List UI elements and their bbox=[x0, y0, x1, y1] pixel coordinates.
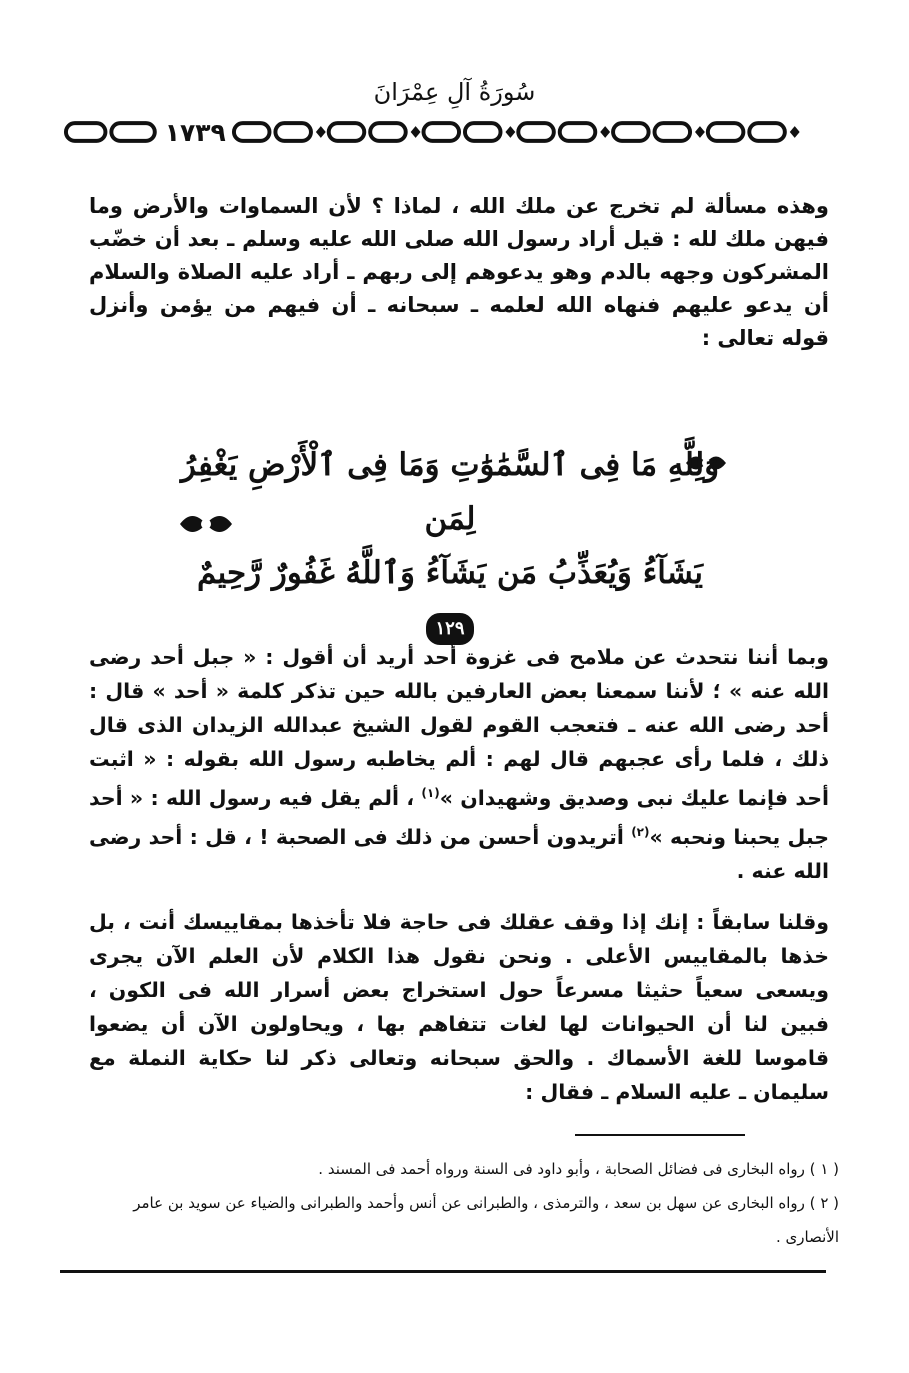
verse-line-1: وَلِلَّهِ مَا فِى ٱلسَّمَٰوَٰتِ وَمَا فِى ٱلْأَرْضِ يَغْفِرُ لِمَن bbox=[180, 447, 720, 537]
footnote-1: ( ١ ) رواه البخارى فى فضائل الصحابة ، وأبو داود فى السنة ورواه أحمد فى المسند . bbox=[318, 1160, 839, 1178]
paragraph-3: وقلنا سابقاً : إنك إذا وقف عقلك فى حاجة فلا تأخذها بمقاييسك أنت ، بل خذها بالمقاييس الأعلى . ونحن نقول هذا الكلام لأن العلم الآن يجرى ويسعى سعياً حثيثا مسرعاً حول استخراج بعض أسرار الله فى الكون ، فبين لنا أن الحيوانات لها لغات تتفاهم بها ، ويحاولون الآن أن يضعوا قاموسا للغة الأسماك . والحق سبحانه وتعالى ذكر لنا حكاية النملة مع سليمان ـ عليه السلام ـ فقال : bbox=[89, 910, 829, 1104]
chain-link bbox=[234, 123, 270, 141]
header-ornament-border bbox=[62, 114, 832, 150]
chain-link bbox=[465, 123, 501, 141]
quran-verse bbox=[170, 438, 730, 654]
chain-diamond bbox=[790, 126, 800, 138]
verse-line-2-text: يَشَآءُ وَيُعَذِّبُ مَن يَشَآءُ وَٱللَّهُ غَفُورٌ رَّحِيمٌ bbox=[196, 555, 704, 591]
chain-link bbox=[708, 123, 744, 141]
chain-ornament-icon bbox=[230, 114, 832, 150]
verse-end-ornament-icon bbox=[178, 506, 234, 542]
paragraph-2 bbox=[89, 640, 829, 888]
chain-link bbox=[749, 123, 785, 141]
footnote-ref-1: (١) bbox=[421, 786, 440, 800]
verse-line-2 bbox=[170, 546, 730, 654]
chain-diamond bbox=[505, 126, 515, 138]
chain-link bbox=[275, 123, 311, 141]
paragraph-1: وهذه مسألة لم تخرج عن ملك الله ، لماذا ؟ لأن السماوات والأرض وما فيهن ملك لله : قيل أراد رسول الله صلى الله عليه وسلم ـ بعد أن خضّب المشركون وجهه بالدم وهو يدعوهم إلى ربهم ـ أراد عليه الصلاة والسلام أن يدعو عليهم فنهاه الله لعلمه ـ سبحانه ـ أن فيهم من يؤمن وأنزل قوله تعالى : bbox=[89, 194, 829, 350]
footnote-divider bbox=[575, 1134, 745, 1136]
chain-link bbox=[370, 123, 406, 141]
chain-diamond bbox=[316, 126, 326, 138]
chain-link bbox=[423, 123, 459, 141]
page-bottom-rule bbox=[60, 1270, 826, 1273]
chain-ornament-icon bbox=[62, 114, 161, 150]
footnotes bbox=[79, 1152, 839, 1254]
chain-diamond bbox=[695, 126, 705, 138]
chain-diamond bbox=[410, 126, 420, 138]
chain-link bbox=[518, 123, 554, 141]
surah-title: سُورَةُ آلِ عِمْرَانَ bbox=[373, 78, 536, 106]
footnote-ref-2: (٢) bbox=[631, 824, 650, 839]
paragraph-2-part-c: أتريدون أحسن من ذلك فى الصحبة ! ، قل : أحد رضى الله عنه . bbox=[89, 824, 829, 883]
chain-link bbox=[328, 123, 364, 141]
chain-diamond bbox=[600, 126, 610, 138]
ayah-number-marker: ١٢٩ bbox=[426, 613, 473, 645]
page-number: ١٧٣٩ bbox=[164, 117, 226, 147]
chain-link bbox=[560, 123, 596, 141]
footnote-2: ( ٢ ) رواه البخارى عن سهل بن سعد ، والترمذى ، والطبرانى عن أنس وأحمد والطبرانى والضياء عن سويد بن عامر الأنصارى . bbox=[133, 1194, 839, 1246]
paragraph-2-part-a: وبما أننا نتحدث عن ملامح فى غزوة أحد أريد أن أقول : « جبل أحد رضى الله عنه » ؛ لأننا سمعنا بعض العارفين بالله حين تذكر كلمة « أحد » قال : أحد رضى الله عنه ـ فتعجب القوم لقول الشيخ عبدالله الزيدان الذى قال ذلك ، فلما رأى عجبهم قال لهم : ألم يخاطبه رسول الله بقوله : « اثبت أحد فإنما عليك نبى وصديق وشهيدان » bbox=[89, 645, 829, 810]
chain-link bbox=[613, 123, 649, 141]
chain-link bbox=[654, 123, 690, 141]
paragraph-2-part-b: ، ألم يقل فيه رسول الله : « أحد جبل يحبنا ونحبه » bbox=[89, 785, 830, 849]
